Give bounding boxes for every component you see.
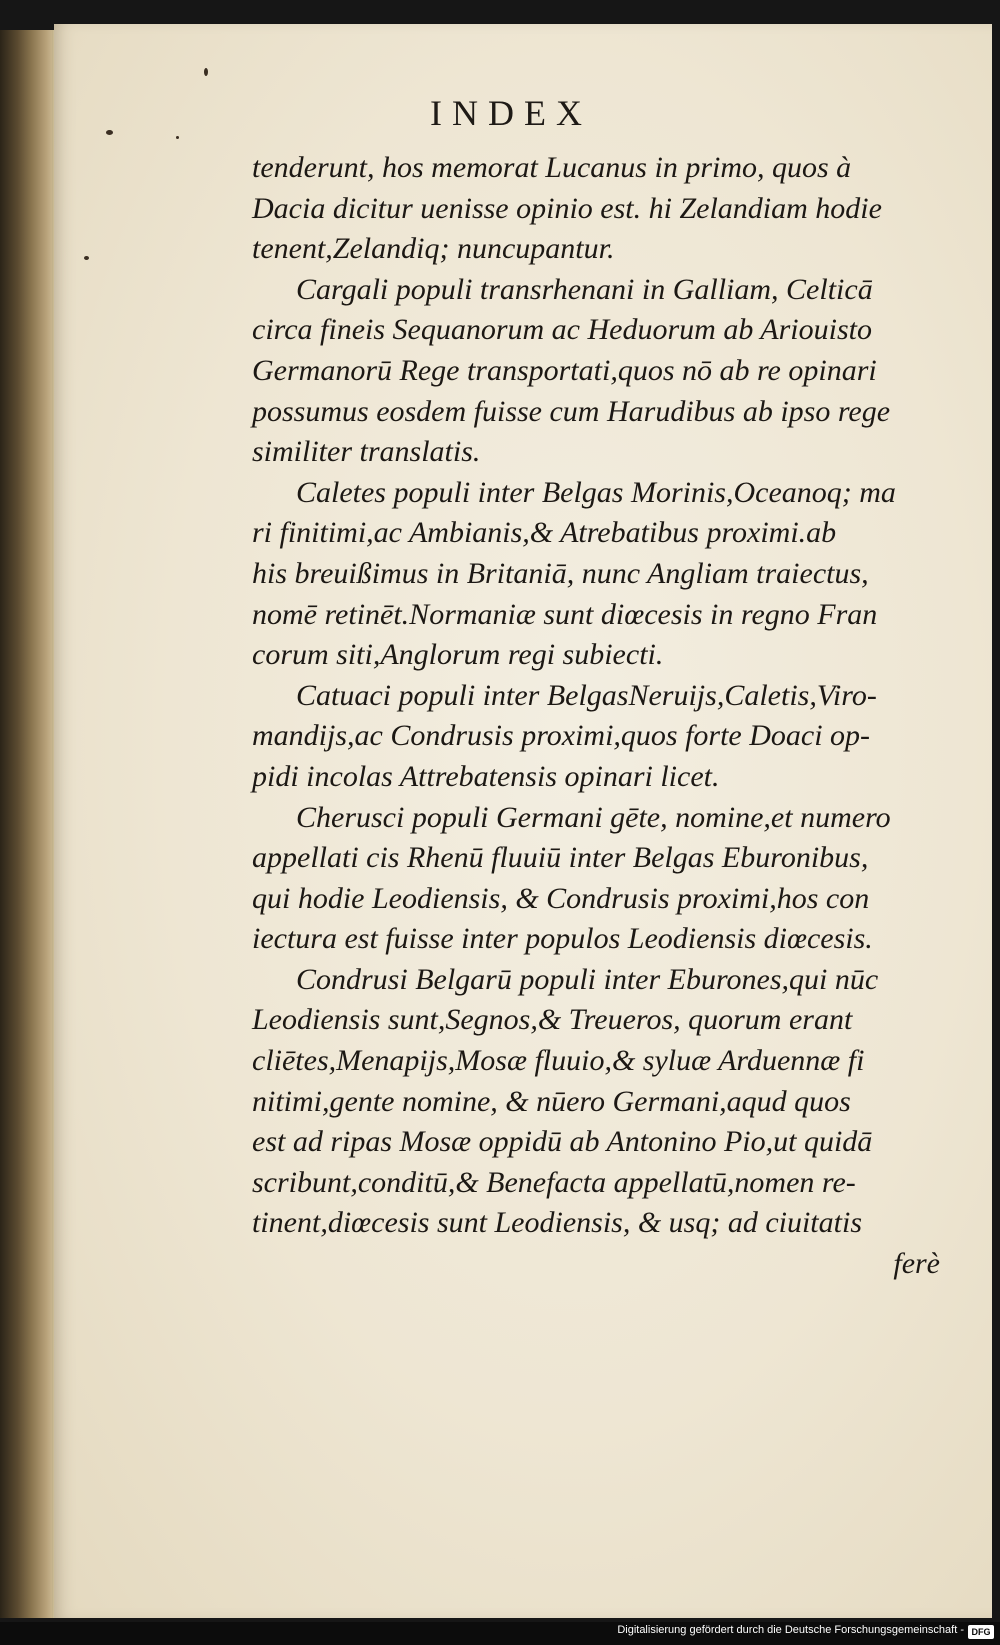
- text-line: Cargali populi transrhenani in Galliam, Celticā: [296, 272, 873, 306]
- text-line: circa fineis Sequanorum ac Heduorum ab Ariouisto: [252, 313, 872, 347]
- text-line: nomē retinēt.Normaniæ sunt diœcesis in regno Fran: [252, 597, 878, 631]
- text-line: Condrusi Belgarū populi inter Eburones,qui nūc: [296, 962, 879, 996]
- text-line: Leodiensis sunt,Segnos,& Treueros, quorum erant: [252, 1003, 853, 1037]
- text-line: scribunt,conditū,& Benefacta appellatū,nomen re-: [252, 1165, 856, 1199]
- text-line: corum siti,Anglorum regi subiecti.: [252, 638, 664, 672]
- text-line: pidi incolas Attrebatensis opinari licet.: [252, 759, 720, 793]
- text-line: Cherusci populi Germani gēte, nomine,et numero: [296, 800, 891, 834]
- text-line: Germanorū Rege transportati,quos nō ab re opinari: [252, 353, 877, 387]
- book-spine-edge: [0, 30, 58, 1618]
- paragraph-1: [252, 148, 940, 270]
- dfg-logo-icon: DFG: [968, 1625, 994, 1639]
- running-head: INDEX: [430, 93, 592, 133]
- text-line: similiter translatis.: [252, 435, 481, 469]
- text-line: tenderunt, hos memorat Lucanus in primo, quos à: [252, 151, 852, 184]
- ink-speck: [176, 136, 179, 139]
- text-line: ri finitimi,ac Ambianis,& Atrebatibus proximi.ab: [252, 516, 837, 550]
- text-line: appellati cis Rhenū fluuiū inter Belgas Eburonibus,: [252, 841, 869, 875]
- paragraph-6: [252, 960, 940, 1244]
- text-line: nitimi,gente nomine, & nūero Germani,aqud quos: [252, 1084, 851, 1118]
- paragraph-5: [252, 798, 940, 960]
- text-line: est ad ripas Mosæ oppidū ab Antonino Pio,ut quidā: [252, 1125, 873, 1159]
- footer-bar: [0, 1622, 1000, 1645]
- text-line: Caletes populi inter Belgas Morinis,Oceanoq; ma: [296, 475, 896, 509]
- ink-speck: [84, 256, 89, 260]
- paragraph-3: [252, 473, 940, 676]
- paragraph-4: [252, 676, 940, 798]
- text-line: Catuaci populi inter BelgasNeruijs,Caletis,Viro-: [296, 678, 877, 712]
- text-line: qui hodie Leodiensis, & Condrusis proximi,hos con: [252, 881, 870, 915]
- text-line: cliētes,Menapijs,Mosæ fluuio,& syluæ Arduennæ fi: [252, 1044, 865, 1078]
- paragraph-2: [252, 270, 940, 473]
- text-line: tinent,diœcesis sunt Leodiensis, & usq; ad ciuitatis: [252, 1206, 862, 1240]
- text-line: mandijs,ac Condrusis proximi,quos forte Doaci op-: [252, 719, 871, 753]
- ink-speck: [204, 68, 208, 76]
- text-line: his breuißimus in Britaniā, nunc Angliam traiectus,: [252, 556, 869, 590]
- text-line: iectura est fuisse inter populos Leodiensis diœcesis.: [252, 922, 873, 956]
- funding-credit: Digitalisierung gefördert durch die Deutsche Forschungsgemeinschaft -: [617, 1624, 964, 1636]
- text-line: possumus eosdem fuisse cum Harudibus ab ipso rege: [252, 394, 891, 428]
- catchword: ferè: [893, 1247, 940, 1281]
- text-block: [252, 148, 940, 1285]
- ink-speck: [106, 130, 113, 135]
- text-line: tenent,Zelandiq; nuncupantur.: [252, 232, 615, 266]
- text-line: Dacia dicitur uenisse opinio est. hi Zelandiam hodie: [252, 191, 882, 225]
